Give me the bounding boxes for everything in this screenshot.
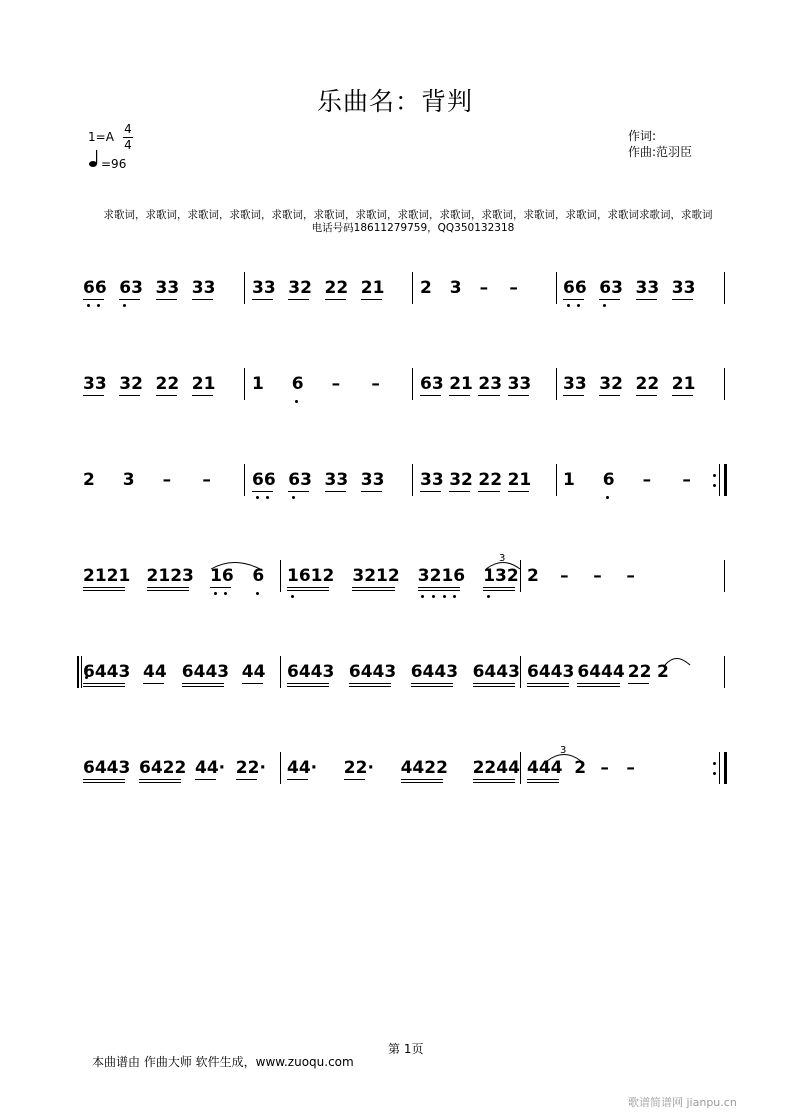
barline — [280, 752, 281, 784]
note: 63 — [288, 470, 312, 490]
underline-beam — [156, 395, 177, 396]
underline-beam — [210, 587, 231, 588]
staff-row — [0, 278, 790, 338]
underline-beam — [139, 782, 181, 783]
barline — [556, 272, 557, 304]
underline-beam — [418, 590, 460, 591]
dash-note: – — [682, 470, 691, 490]
note: 44 — [241, 662, 266, 682]
note: 33 — [671, 278, 696, 298]
note: 21 — [449, 374, 473, 394]
note: 33 — [360, 470, 385, 490]
note: 21 — [191, 374, 216, 394]
underline-beam — [83, 683, 125, 684]
lower-octave-dot — [487, 595, 490, 598]
underline-beam — [473, 782, 515, 783]
note: 33 — [324, 470, 349, 490]
note: 6443 — [410, 662, 459, 682]
note: 44 — [143, 662, 167, 682]
underline-beam — [361, 299, 382, 300]
note: 3212 — [352, 566, 400, 586]
note: 33 — [507, 374, 532, 394]
note: 22 — [627, 662, 652, 682]
note: 33 — [83, 374, 107, 394]
lower-octave-dot — [443, 595, 446, 598]
underline-beam — [672, 299, 693, 300]
time-signature-bottom: 4 — [124, 138, 132, 152]
underline-beam — [236, 779, 257, 780]
underline-beam — [563, 299, 584, 300]
lower-octave-dot — [453, 595, 456, 598]
staff-row — [0, 374, 790, 434]
underline-beam — [287, 686, 329, 687]
note: 22 — [635, 374, 660, 394]
underline-beam — [83, 395, 104, 396]
note: 2 — [657, 662, 669, 682]
underline-beam — [636, 395, 657, 396]
note: 32 — [119, 374, 143, 394]
staff-row — [0, 470, 790, 530]
lower-octave-dot — [603, 304, 606, 307]
barline — [724, 656, 725, 688]
underline-beam — [420, 395, 441, 396]
note: 1 — [563, 470, 575, 490]
barline — [412, 464, 413, 496]
dash-note: – — [626, 758, 635, 778]
note: 63 — [599, 278, 623, 298]
underline-beam — [418, 587, 460, 588]
note: 22· — [235, 758, 266, 778]
underline-beam — [287, 683, 329, 684]
underline-beam — [508, 491, 529, 492]
note: 3 — [122, 470, 135, 490]
underline-beam — [349, 686, 391, 687]
barline — [77, 656, 79, 688]
time-signature — [121, 122, 135, 153]
lyricist-label: 作词: — [628, 129, 657, 143]
underline-beam — [83, 587, 125, 588]
underline-beam — [672, 395, 693, 396]
underline-beam — [287, 587, 329, 588]
time-signature-top: 4 — [124, 122, 132, 136]
underline-beam — [527, 683, 569, 684]
composer-label: 作曲:范羽臣 — [628, 145, 693, 159]
underline-beam — [288, 299, 309, 300]
note: 66 — [83, 278, 107, 298]
note: 22· — [343, 758, 374, 778]
note: 2244 — [472, 758, 520, 778]
dash-note: – — [371, 374, 380, 394]
underline-beam — [156, 299, 177, 300]
note: 6 — [602, 470, 615, 490]
underline-beam — [352, 590, 394, 591]
tempo-value: =96 — [101, 157, 127, 171]
note: 63 — [119, 278, 143, 298]
underline-beam — [83, 590, 125, 591]
underline-beam — [527, 686, 569, 687]
note: 3 — [449, 278, 462, 298]
note: 21 — [360, 278, 385, 298]
underline-beam — [192, 299, 213, 300]
note: 2 — [420, 278, 432, 298]
underline-beam — [599, 299, 620, 300]
tie-arc — [662, 652, 722, 666]
note: 33 — [155, 278, 180, 298]
underline-beam — [119, 299, 140, 300]
lower-octave-dot — [256, 496, 259, 499]
note: 33 — [191, 278, 216, 298]
note: 33 — [252, 278, 276, 298]
credits — [628, 128, 692, 160]
barline — [81, 656, 82, 688]
repeat-dot — [713, 772, 716, 775]
staff-row — [0, 662, 790, 722]
underline-beam — [349, 683, 391, 684]
note: 32 — [288, 278, 312, 298]
underline-beam — [577, 686, 619, 687]
note: 6443 — [348, 662, 397, 682]
note: 23 — [478, 374, 503, 394]
dash-note: – — [509, 278, 518, 298]
note: 44· — [287, 758, 318, 778]
underline-beam — [147, 590, 189, 591]
note: 66 — [563, 278, 587, 298]
underline-beam — [478, 491, 499, 492]
dash-note: – — [593, 566, 602, 586]
repeat-dot — [713, 762, 716, 765]
barline — [520, 656, 521, 688]
lower-octave-dot — [214, 592, 217, 595]
underline-beam — [83, 779, 125, 780]
dash-note: – — [560, 566, 569, 586]
note: 2 — [574, 758, 587, 778]
note: 66 — [252, 470, 276, 490]
lower-octave-dot — [606, 496, 609, 499]
underline-beam — [473, 686, 515, 687]
note: 6422 — [139, 758, 187, 778]
note: 2123 — [146, 566, 194, 586]
staff-row — [0, 553, 790, 626]
underline-beam — [242, 683, 263, 684]
note: 6443 — [83, 662, 131, 682]
note: 22 — [478, 470, 503, 490]
lower-octave-dot — [295, 400, 298, 403]
note: 6443 — [472, 662, 520, 682]
note: 21 — [671, 374, 696, 394]
triplet-number: 3 — [560, 745, 567, 756]
note: 33 — [563, 374, 587, 394]
barline — [724, 368, 725, 400]
underline-beam — [139, 779, 181, 780]
lower-octave-dot — [256, 592, 259, 595]
barline — [244, 272, 245, 304]
lower-octave-dot — [97, 304, 100, 307]
note: 6443 — [181, 662, 230, 682]
underline-beam — [352, 587, 394, 588]
underline-beam — [83, 299, 104, 300]
lower-octave-dot — [123, 304, 126, 307]
barline — [412, 368, 413, 400]
note: 16 — [210, 566, 234, 586]
underline-beam — [83, 782, 125, 783]
note: 22 — [324, 278, 349, 298]
dash-note: – — [479, 278, 489, 298]
note: 6443 — [83, 758, 131, 778]
underline-beam — [325, 491, 346, 492]
generator-credit: 本曲谱由 作曲大师 软件生成，www.zuoqu.com — [92, 1055, 354, 1069]
barline — [724, 272, 725, 304]
underline-beam — [527, 782, 559, 783]
underline-beam — [287, 779, 308, 780]
note: 2121 — [83, 566, 131, 586]
underline-beam — [401, 782, 443, 783]
underline-beam — [483, 587, 515, 588]
underline-beam — [411, 683, 453, 684]
lower-octave-dot — [567, 304, 570, 307]
barline — [280, 656, 281, 688]
note: 2 — [83, 470, 95, 490]
barline — [556, 464, 557, 496]
note: 3216 — [417, 566, 466, 586]
note: 132 — [483, 566, 519, 586]
dash-note: – — [202, 470, 211, 490]
underline-beam — [252, 299, 273, 300]
underline-beam — [478, 395, 499, 396]
underline-beam — [473, 779, 515, 780]
underline-beam — [636, 299, 657, 300]
underline-beam — [401, 779, 443, 780]
key-signature: 1=A — [88, 130, 114, 144]
note: 6 — [252, 566, 265, 586]
underline-beam — [288, 491, 309, 492]
barline — [719, 464, 720, 496]
lower-octave-dot — [87, 304, 90, 307]
barline — [724, 752, 727, 784]
underline-beam — [628, 683, 649, 684]
note: 32 — [449, 470, 473, 490]
lower-octave-dot — [224, 592, 227, 595]
staff-row — [0, 745, 790, 818]
note: 21 — [507, 470, 532, 490]
note: 6443 — [287, 662, 335, 682]
page-number: 第 1页 — [388, 1042, 424, 1056]
underline-beam — [287, 590, 329, 591]
barline — [244, 464, 245, 496]
contact-line: 电话号码18611279759，QQ350132318 — [311, 222, 515, 234]
lower-octave-dot — [577, 304, 580, 307]
underline-beam — [182, 686, 224, 687]
repeat-dot — [713, 474, 716, 477]
note: 44· — [195, 758, 226, 778]
barline — [520, 752, 521, 784]
barline — [724, 464, 727, 496]
underline-beam — [527, 779, 559, 780]
note: 22 — [155, 374, 180, 394]
barline — [724, 560, 725, 592]
lower-octave-dot — [266, 496, 269, 499]
barline — [280, 560, 281, 592]
triplet-number: 3 — [499, 553, 506, 564]
underline-beam — [325, 299, 346, 300]
underline-beam — [449, 491, 470, 492]
underline-beam — [411, 686, 453, 687]
underline-beam — [252, 491, 273, 492]
underline-beam — [361, 491, 382, 492]
underline-beam — [420, 491, 441, 492]
dash-note: – — [600, 758, 609, 778]
lyrics-line: 求歌词，求歌词，求歌词，求歌词，求歌词，求歌词，求歌词，求歌词，求歌词，求歌词，求歌词，求歌词，求歌词求歌词，求歌词 — [103, 209, 713, 221]
note: 1612 — [287, 566, 335, 586]
barline — [244, 368, 245, 400]
underline-beam — [344, 779, 365, 780]
note: 6443 — [527, 662, 575, 682]
note: 33 — [635, 278, 660, 298]
dash-note: – — [331, 374, 341, 394]
note: 6 — [291, 374, 304, 394]
barline — [719, 752, 720, 784]
note: 32 — [599, 374, 623, 394]
underline-beam — [577, 683, 619, 684]
underline-beam — [195, 779, 216, 780]
barline — [412, 272, 413, 304]
lower-octave-dot — [292, 496, 295, 499]
repeat-dot — [713, 484, 716, 487]
underline-beam — [143, 683, 164, 684]
underline-beam — [473, 683, 515, 684]
underline-beam — [483, 590, 515, 591]
note: 444 — [527, 758, 563, 778]
underline-beam — [119, 395, 140, 396]
note: 4422 — [400, 758, 448, 778]
note: 33 — [420, 470, 444, 490]
page-title: 乐曲名：背判 — [316, 87, 473, 116]
underline-beam — [192, 395, 213, 396]
dash-note: – — [642, 470, 652, 490]
lower-octave-dot — [432, 595, 435, 598]
note: 63 — [420, 374, 444, 394]
note: 6444 — [577, 662, 625, 682]
underline-beam — [147, 587, 189, 588]
underline-beam — [83, 686, 125, 687]
dash-note: – — [162, 470, 172, 490]
underline-beam — [599, 395, 620, 396]
underline-beam — [508, 395, 529, 396]
lower-octave-dot — [291, 595, 294, 598]
underline-beam — [563, 395, 584, 396]
barline — [556, 368, 557, 400]
note: 2 — [527, 566, 539, 586]
underline-beam — [449, 395, 470, 396]
underline-beam — [182, 683, 224, 684]
watermark: 歌谱简谱网 jianpu.cn — [628, 1096, 737, 1109]
tie-arc — [208, 556, 268, 570]
lower-octave-dot — [421, 595, 424, 598]
note: 1 — [252, 374, 264, 394]
dash-note: – — [626, 566, 635, 586]
